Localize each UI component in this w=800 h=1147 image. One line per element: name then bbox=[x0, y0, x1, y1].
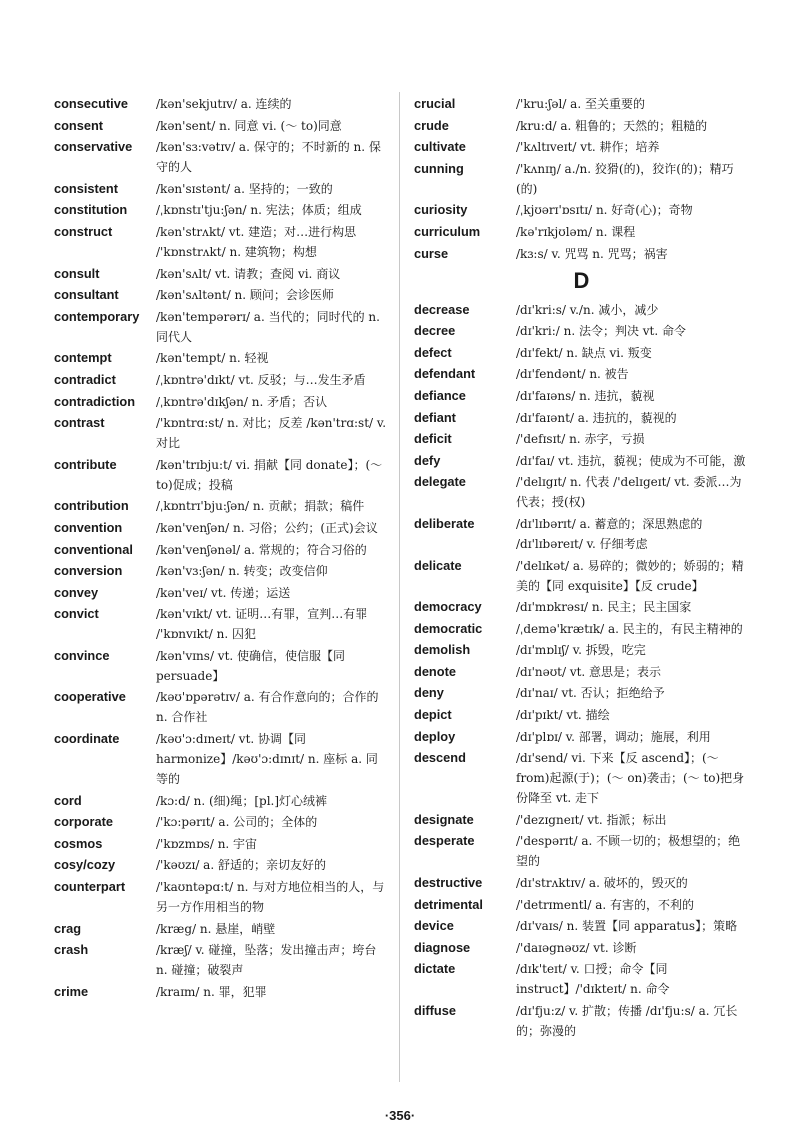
dictionary-entry bbox=[414, 472, 749, 512]
headword: dictate bbox=[414, 961, 456, 977]
dictionary-entry bbox=[54, 179, 389, 199]
dictionary-entry bbox=[414, 244, 749, 264]
definition: /'kru:ʃəl/ a. 至关重要的 bbox=[516, 97, 645, 111]
definition: /dɪ'kri:s/ v./n. 减小，减少 bbox=[516, 302, 659, 317]
headword: depict bbox=[414, 707, 452, 723]
definition: /kɜ:s/ v. 咒骂 n. 咒骂；祸害 bbox=[516, 246, 668, 261]
definition: /kən'trɪbju:t/ vi. 捐献【同 donate】；(～ to)促成；投稿 bbox=[156, 457, 383, 492]
headword: convention bbox=[54, 519, 123, 535]
definition: /dɪ'fendənt/ n. 被告 bbox=[516, 367, 629, 382]
dictionary-entry bbox=[414, 727, 749, 747]
definition: /ˌkɒnstɪ'tju:ʃən/ n. 宪法；体质；组成 bbox=[156, 203, 362, 218]
dictionary-entry bbox=[414, 895, 749, 915]
headword: consistent bbox=[54, 180, 118, 196]
headword: detrimental bbox=[414, 896, 483, 912]
headword: decree bbox=[414, 323, 456, 339]
headword: defy bbox=[414, 452, 441, 468]
dictionary-entry bbox=[54, 116, 389, 136]
dictionary-entry bbox=[414, 748, 749, 808]
headword: contradiction bbox=[54, 393, 136, 409]
headword: curse bbox=[414, 245, 449, 261]
headword: conversion bbox=[54, 563, 123, 579]
definition: /ˌkɒntrə'dɪkʃən/ n. 矛盾；否认 bbox=[156, 394, 328, 409]
definition: /ˌdemə'krætɪk/ a. 民主的，有民主精神的 bbox=[516, 621, 743, 636]
definition: /kən'strʌkt/ vt. 建造；对…进行构思 /'kɒnstrʌkt/ n. 建筑物；构想 bbox=[156, 224, 357, 259]
definition: /dɪ'fekt/ n. 缺点 vi. 叛变 bbox=[516, 345, 652, 360]
headword: curriculum bbox=[414, 223, 481, 239]
headword: diagnose bbox=[414, 939, 471, 955]
headword: crude bbox=[414, 117, 449, 133]
headword: defendant bbox=[414, 366, 476, 382]
definition: /kən'sɪstənt/ a. 坚持的；一致的 bbox=[156, 181, 333, 196]
dictionary-entry bbox=[54, 791, 389, 811]
headword: denote bbox=[414, 663, 456, 679]
headword: decrease bbox=[414, 301, 470, 317]
dictionary-entry bbox=[54, 455, 389, 495]
headword: crag bbox=[54, 920, 82, 936]
definition: /kən'tempt/ n. 轻视 bbox=[156, 351, 269, 366]
headword: consent bbox=[54, 117, 104, 133]
definition: /kən'veɪ/ vt. 传递；运送 bbox=[156, 585, 291, 600]
dictionary-entry bbox=[414, 1001, 749, 1041]
headword: corporate bbox=[54, 814, 114, 830]
dictionary-entry bbox=[414, 873, 749, 893]
headword: democratic bbox=[414, 620, 483, 636]
column-divider bbox=[399, 92, 400, 1082]
dictionary-entry bbox=[414, 959, 749, 999]
dictionary-entry bbox=[54, 687, 389, 727]
definition: /dɪ'faɪ/ vt. 违抗，藐视；使成为不可能，激 bbox=[516, 453, 746, 468]
headword: deliberate bbox=[414, 515, 475, 531]
dictionary-entry bbox=[54, 285, 389, 305]
dictionary-entry bbox=[414, 116, 749, 136]
definition: /dɪ'vaɪs/ n. 装置【同 apparatus】；策略 bbox=[516, 919, 738, 934]
dictionary-entry bbox=[414, 451, 749, 471]
headword: crucial bbox=[414, 96, 456, 111]
definition: /'daɪəgnəʊz/ vt. 诊断 bbox=[516, 940, 637, 955]
headword: defiance bbox=[414, 387, 466, 403]
headword: contradict bbox=[54, 371, 116, 387]
dictionary-entry bbox=[54, 307, 389, 347]
dictionary-entry bbox=[414, 137, 749, 157]
dictionary-entry bbox=[414, 429, 749, 449]
dictionary-entry bbox=[54, 982, 389, 1002]
dictionary-entry bbox=[414, 916, 749, 936]
dictionary-entry bbox=[414, 514, 749, 554]
definition: /kən'vɪns/ vt. 使确信，使信服【同 persuade】 bbox=[156, 648, 346, 683]
definition: /dɪ'naɪ/ vt. 否认；拒绝给予 bbox=[516, 686, 665, 701]
headword: consult bbox=[54, 265, 100, 281]
dictionary-entry bbox=[54, 877, 389, 917]
definition: /kraɪm/ n. 罪，犯罪 bbox=[156, 984, 267, 999]
headword: convict bbox=[54, 606, 99, 622]
definition: /kən'vɪkt/ vt. 证明…有罪，宣判…有罪 /'kɒnvɪkt/ n. 囚犯 bbox=[156, 607, 368, 642]
dictionary-entry bbox=[414, 300, 749, 320]
dictionary-entry bbox=[54, 392, 389, 412]
definition: /dɪ'fju:z/ v. 扩散；传播 /dɪ'fju:s/ a. 冗长的；弥漫的 bbox=[516, 1004, 738, 1038]
headword: demolish bbox=[414, 642, 471, 658]
headword: cooperative bbox=[54, 689, 126, 705]
definition: /'kʌltɪveɪt/ vt. 耕作；培养 bbox=[516, 140, 660, 155]
headword: device bbox=[414, 918, 454, 934]
headword: cultivate bbox=[414, 139, 466, 155]
dictionary-entry bbox=[54, 604, 389, 644]
definition: /dɪ'mɒlɪʃ/ v. 拆毁，吃完 bbox=[516, 643, 646, 658]
dictionary-entry bbox=[54, 518, 389, 538]
dictionary-entry bbox=[414, 222, 749, 242]
definition: /dɪ'kri:/ n. 法令；判决 vt. 命令 bbox=[516, 324, 687, 339]
definition: /kən'sʌltənt/ n. 顾问；会诊医师 bbox=[156, 288, 334, 303]
headword: desperate bbox=[414, 833, 475, 849]
headword: curiosity bbox=[414, 202, 468, 218]
headword: convey bbox=[54, 584, 99, 600]
dictionary-entry bbox=[414, 619, 749, 639]
definition: /dɪ'pɪkt/ vt. 描绘 bbox=[516, 708, 610, 723]
definition: /kən'venʃən/ n. 习俗；公约；(正式)会议 bbox=[156, 520, 378, 535]
headword: conservative bbox=[54, 139, 133, 155]
definition: /kən'tempərərɪ/ a. 当代的；同时代的 n. 同代人 bbox=[156, 309, 380, 344]
definition: /'detrɪmentl/ a. 有害的，不利的 bbox=[516, 897, 695, 912]
headword: cosy/cozy bbox=[54, 857, 116, 873]
headword: cunning bbox=[414, 160, 464, 176]
headword: contribute bbox=[54, 456, 117, 472]
dictionary-entry bbox=[414, 321, 749, 341]
headword: descend bbox=[414, 750, 466, 766]
dictionary-entry bbox=[54, 561, 389, 581]
definition: /kəʊ'ɔ:dɪneɪt/ vt. 协调【同 harmonize】/kəʊ'ɔ:dɪnɪt/ n. 座标 a. 同等的 bbox=[156, 732, 378, 787]
headword: convince bbox=[54, 647, 110, 663]
definition: /kən'vɜ:ʃən/ n. 转变；改变信仰 bbox=[156, 564, 328, 579]
headword: constitution bbox=[54, 202, 128, 218]
dictionary-entry bbox=[414, 640, 749, 660]
dictionary-entry bbox=[54, 855, 389, 875]
dictionary-entry bbox=[414, 831, 749, 871]
definition: /'kəʊzɪ/ a. 舒适的；亲切友好的 bbox=[156, 858, 326, 873]
dictionary-entry bbox=[54, 348, 389, 368]
definition: /kræʃ/ v. 碰撞，坠落；发出撞击声；垮台 n. 碰撞；破裂声 bbox=[156, 943, 377, 978]
dictionary-entry bbox=[414, 386, 749, 406]
definition: /dɪ'plɒɪ/ v. 部署，调动；施展，利用 bbox=[516, 729, 711, 744]
definition: /dɪ'faɪəns/ n. 违抗，藐视 bbox=[516, 388, 655, 403]
definition: /'defɪsɪt/ n. 赤字，亏损 bbox=[516, 432, 645, 447]
headword: designate bbox=[414, 811, 474, 827]
dictionary-entry bbox=[54, 919, 389, 939]
headword: delegate bbox=[414, 474, 466, 490]
definition: /kru:d/ a. 粗鲁的；天然的；粗糙的 bbox=[516, 118, 708, 133]
definition: /kən'sent/ n. 同意 vi. (～ to)同意 bbox=[156, 118, 342, 133]
dictionary-entry bbox=[54, 137, 389, 177]
headword: consultant bbox=[54, 287, 119, 303]
dictionary-entry bbox=[54, 834, 389, 854]
definition: /kən'sʌlt/ vt. 请教；查阅 vi. 商议 bbox=[156, 266, 341, 281]
headword: deny bbox=[414, 685, 444, 701]
dictionary-entry bbox=[414, 556, 749, 596]
definition: /kən'sɜ:vətɪv/ a. 保守的；不时新的 n. 保守的人 bbox=[156, 140, 381, 175]
headword: democracy bbox=[414, 599, 482, 615]
dictionary-entry bbox=[414, 662, 749, 682]
dictionary-entry bbox=[414, 938, 749, 958]
dictionary-entry bbox=[414, 705, 749, 725]
definition: /dɪ'mɒkrəsɪ/ n. 民主；民主国家 bbox=[516, 600, 692, 615]
page-number: ·356· bbox=[384, 1108, 416, 1123]
dictionary-entry bbox=[54, 540, 389, 560]
dictionary-entry bbox=[414, 683, 749, 703]
headword: deploy bbox=[414, 728, 456, 744]
dictionary-entry bbox=[414, 94, 749, 114]
headword: deficit bbox=[414, 431, 452, 447]
dictionary-entry bbox=[54, 94, 389, 114]
headword: contempt bbox=[54, 350, 112, 366]
definition: /'kɔ:pərɪt/ a. 公司的；全体的 bbox=[156, 815, 318, 830]
dictionary-entry bbox=[54, 413, 389, 453]
headword: delicate bbox=[414, 557, 462, 573]
headword: crash bbox=[54, 942, 89, 958]
dictionary-entry bbox=[54, 496, 389, 516]
headword: counterpart bbox=[54, 879, 126, 895]
dictionary-entry bbox=[414, 597, 749, 617]
headword: defiant bbox=[414, 409, 456, 425]
section-letter: D bbox=[573, 267, 590, 293]
headword: construct bbox=[54, 223, 113, 239]
definition: /ˌkjʊərɪ'ɒsɪtɪ/ n. 好奇(心)；奇物 bbox=[516, 203, 693, 218]
definition: /'kʌnɪŋ/ a./n. 狡猾(的)，狡诈(的)；精巧(的) bbox=[516, 161, 734, 196]
definition: /dɪ'send/ vi. 下来【反 ascend】；(～ from)起源(于)；(～ on)袭击；(～ to)把身份降至 vt. 走下 bbox=[516, 751, 745, 806]
definition: /dɪ'faɪənt/ a. 违抗的，藐视的 bbox=[516, 410, 677, 425]
definition: /dɪ'nəʊt/ vt. 意思是；表示 bbox=[516, 664, 662, 679]
headword: consecutive bbox=[54, 96, 128, 111]
definition: /'dezɪgneɪt/ vt. 指派；标出 bbox=[516, 812, 667, 827]
definition: /ˌkɒntrə'dɪkt/ vt. 反驳；与…发生矛盾 bbox=[156, 372, 366, 387]
dictionary-entry bbox=[414, 343, 749, 363]
dictionary-entry bbox=[54, 370, 389, 390]
left-column bbox=[54, 94, 389, 1003]
headword: contrast bbox=[54, 415, 105, 431]
dictionary-entry bbox=[414, 159, 749, 199]
definition: /kɔ:d/ n. (细)绳；[pl.]灯心绒裤 bbox=[156, 793, 328, 808]
definition: /kən'venʃənəl/ a. 常规的；符合习俗的 bbox=[156, 542, 367, 557]
headword: destructive bbox=[414, 875, 483, 891]
headword: diffuse bbox=[414, 1003, 456, 1018]
definition: /'kaʊntəpɑ:t/ n. 与对方地位相当的人，与另一方作用相当的物 bbox=[156, 880, 385, 915]
dictionary-entry bbox=[54, 264, 389, 284]
dictionary-entry bbox=[414, 364, 749, 384]
dictionary-entry bbox=[54, 222, 389, 262]
dictionary-entry bbox=[414, 200, 749, 220]
headword: conventional bbox=[54, 541, 133, 557]
definition: /kən'sekjutɪv/ a. 连续的 bbox=[156, 97, 292, 111]
headword: contribution bbox=[54, 498, 129, 514]
definition: /dɪ'strʌktɪv/ a. 破坏的，毁灭的 bbox=[516, 876, 688, 891]
right-column bbox=[414, 94, 749, 1043]
dictionary-entry bbox=[54, 583, 389, 603]
headword: defect bbox=[414, 344, 452, 360]
dictionary-entry bbox=[414, 810, 749, 830]
dictionary-entry bbox=[54, 812, 389, 832]
definition: /kræg/ n. 悬崖，峭壁 bbox=[156, 921, 276, 936]
definition: /'kɒntrɑ:st/ n. 对比；反差 /kən'trɑ:st/ v. 对比 bbox=[156, 416, 387, 451]
definition: /kə'rɪkjʊləm/ n. 课程 bbox=[516, 224, 636, 239]
definition: /'despərɪt/ a. 不顾一切的；极想望的；绝望的 bbox=[516, 834, 741, 869]
definition: /dɪ'lɪbərɪt/ a. 蓄意的；深思熟虑的 /dɪ'lɪbəreɪt/ v. 仔细考虑 bbox=[516, 516, 703, 551]
dictionary-entry bbox=[54, 200, 389, 220]
headword: cord bbox=[54, 792, 82, 808]
definition: /ˌkɒntrɪ'bju:ʃən/ n. 贡献；捐款；稿件 bbox=[156, 499, 365, 514]
definition: /dɪk'teɪt/ v. 口授；命令【同 instruct】/'dɪkteɪt/ n. 命令 bbox=[516, 962, 670, 997]
dictionary-entry bbox=[54, 646, 389, 686]
definition: /'kɒzmɒs/ n. 宇宙 bbox=[156, 836, 258, 851]
dictionary-entry bbox=[414, 408, 749, 428]
headword: coordinate bbox=[54, 731, 120, 747]
headword: cosmos bbox=[54, 835, 103, 851]
definition: /'delɪgɪt/ n. 代表 /'delɪgeɪt/ vt. 委派…为代表；授(权) bbox=[516, 475, 742, 510]
dictionary-entry bbox=[54, 940, 389, 980]
definition: /kəʊ'ɒpərətɪv/ a. 有合作意向的；合作的 n. 合作社 bbox=[156, 690, 379, 725]
definition: /'delɪkət/ a. 易碎的；微妙的；娇弱的；精美的【同 exquisite】【反 crude】 bbox=[516, 558, 744, 593]
headword: crime bbox=[54, 983, 89, 999]
headword: contemporary bbox=[54, 308, 140, 324]
dictionary-entry bbox=[54, 729, 389, 789]
